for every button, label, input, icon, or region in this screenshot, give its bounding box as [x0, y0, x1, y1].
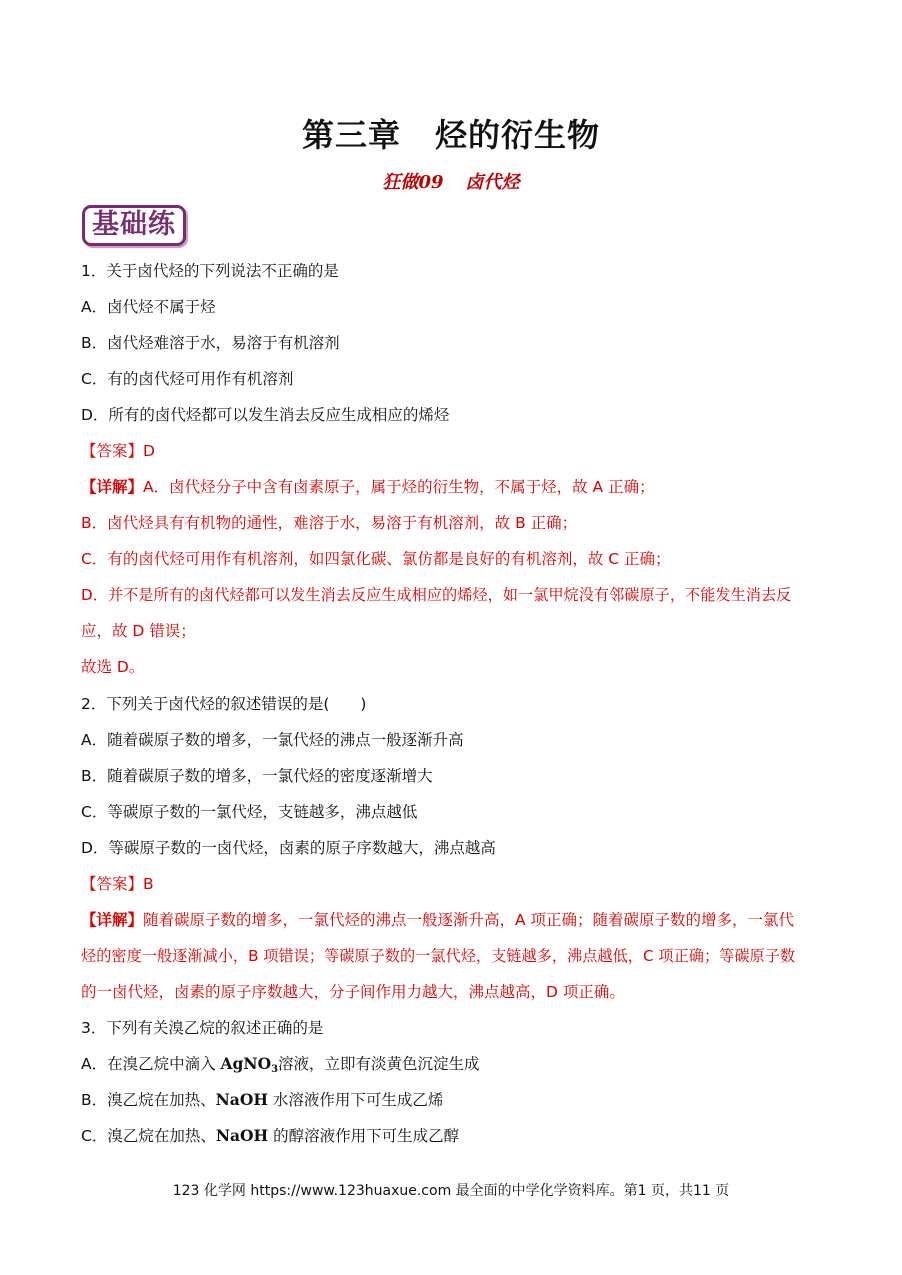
q2-detail-label: 【详解】: [81, 911, 144, 929]
q1-detail-line-5: 应，故 D 错误；: [81, 622, 196, 640]
q2-detail-line-1: [81, 910, 826, 930]
q1-stem: 1．关于卤代烃的下列说法不正确的是: [81, 262, 339, 280]
chapter-number: 第三章: [301, 116, 401, 154]
q1-detail-label: 【详解】: [81, 478, 144, 496]
q1-option-c: C．有的卤代烃可用作有机溶剂: [81, 370, 294, 388]
q1-detail-line-3: C．有的卤代烃可用作有机溶剂，如四氯化碳、氯仿都是良好的有机溶剂，故 C 正确；: [81, 550, 671, 568]
q2-option-d: D．等碳原子数的一卤代烃，卤素的原子序数越大，沸点越高: [81, 839, 496, 857]
naoh-formula: NaOH: [215, 1126, 269, 1145]
q2-detail-line-3: 的一卤代烃，卤素的原子序数越大，分子间作用力越大，沸点越高，D 项正确。: [81, 983, 625, 1001]
section-subtitle: [0, 168, 902, 194]
q3-option-b-suffix: 水溶液作用下可生成乙烯: [268, 1091, 444, 1109]
q1-option-d: D．所有的卤代烃都可以发生消去反应生成相应的烯烃: [81, 406, 450, 424]
section-name: 卤代烃: [465, 172, 520, 193]
q3-option-c-prefix: C．溴乙烷在加热、: [81, 1127, 216, 1145]
q1-option-a: A．卤代烃不属于烃: [81, 298, 216, 316]
q3-option-a-suffix: 溶液，立即有淡黄色沉淀生成: [278, 1055, 480, 1073]
basic-practice-badge: 基础练: [82, 205, 186, 246]
q2-answer: 【答案】B: [81, 875, 154, 893]
q1-answer: 【答案】D: [81, 442, 155, 460]
chapter-title: [0, 110, 902, 156]
naoh-formula: NaOH: [215, 1090, 268, 1109]
agno3-subscript: 3: [271, 1064, 279, 1075]
page-footer: 123 化学网 https://www.123huaxue.com 最全面的中学化学资料库。第1 页，共11 页: [172, 1183, 730, 1199]
section-number: 狂做09: [382, 172, 444, 193]
q3-stem: 3．下列有关溴乙烷的叙述正确的是: [81, 1019, 324, 1037]
q2-detail-line-2: 烃的密度一般逐渐减小，B 项错误；等碳原子数的一氯代烃，支链越多，沸点越低，C 项正确；等碳原子数: [81, 947, 796, 965]
q3-option-a: [81, 1054, 826, 1080]
chapter-name: 烃的衍生物: [435, 116, 601, 154]
q1-detail-line-4: D．并不是所有的卤代烃都可以发生消去反应生成相应的烯烃，如一氯甲烷没有邻碳原子，不能发生消去反: [81, 586, 792, 604]
q3-option-a-prefix: A．在溴乙烷中滴入: [81, 1055, 221, 1073]
q1-detail-text-1: A．卤代烃分子中含有卤素原子，属于烃的衍生物，不属于烃，故 A 正确；: [143, 478, 655, 496]
q3-option-b-prefix: B．溴乙烷在加热、: [81, 1091, 216, 1109]
q1-option-b: B．卤代烃难溶于水，易溶于有机溶剂: [81, 334, 340, 352]
q1-conclusion: 故选 D。: [81, 658, 145, 676]
q2-option-b: B．随着碳原子数的增多，一氯代烃的密度逐渐增大: [81, 767, 433, 785]
q2-option-c: C．等碳原子数的一氯代烃，支链越多，沸点越低: [81, 803, 418, 821]
q2-detail-text-1: 随着碳原子数的增多，一氯代烃的沸点一般逐渐升高，A 项正确；随着碳原子数的增多，一氯代: [143, 911, 795, 929]
q2-option-a: A．随着碳原子数的增多，一氯代烃的沸点一般逐渐升高: [81, 731, 464, 749]
q3-option-c-suffix: 的醇溶液作用下可生成乙醇: [268, 1127, 460, 1145]
q2-stem: 2．下列关于卤代烃的叙述错误的是( ): [81, 695, 367, 713]
q3-option-c: [81, 1126, 826, 1146]
q1-detail-line-1: [81, 477, 826, 497]
q3-option-b: [81, 1090, 826, 1110]
agno3-base: AgNO: [220, 1054, 272, 1073]
agno3-formula: [221, 1054, 279, 1073]
q1-detail-line-2: B．卤代烃具有有机物的通性，难溶于水，易溶于有机溶剂，故 B 正确；: [81, 514, 578, 532]
